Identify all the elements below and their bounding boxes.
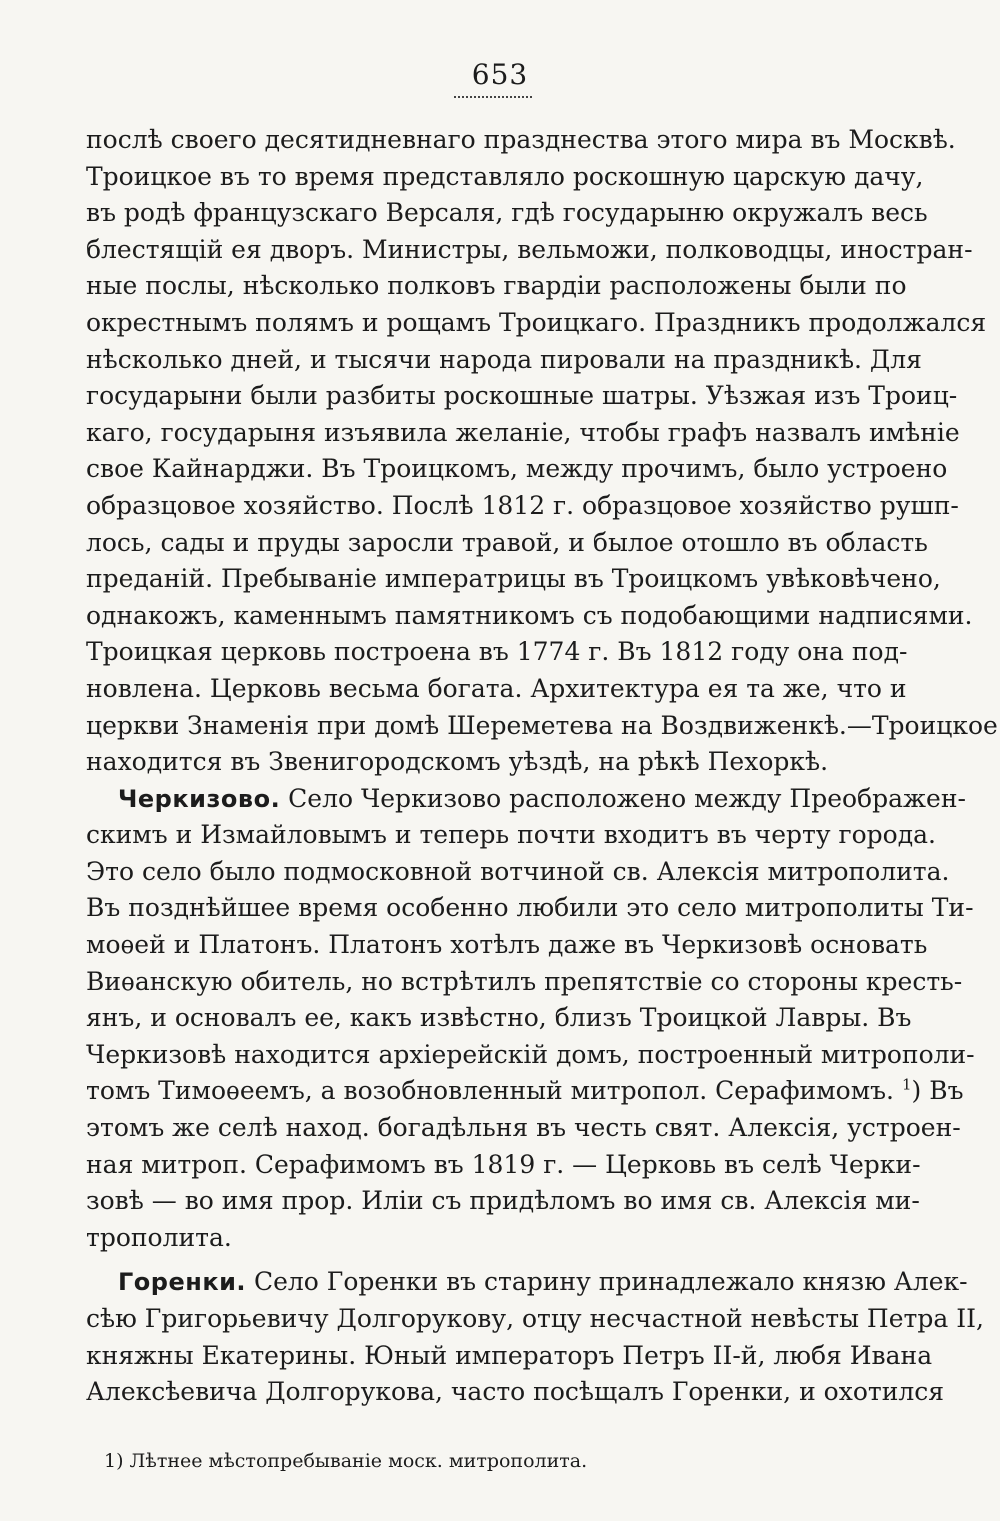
text-line: Троицкое въ то время представляло роскошную царскую дачу, [86,161,924,191]
text-line: этомъ же селѣ наход. богадѣльня въ честь свят. Алексія, устроен- [86,1113,961,1143]
text-line: преданій. Пребываніе императрицы въ Троицкомъ увѣковѣчено, [86,564,941,594]
page-number-rule [454,96,532,98]
text-line: образцовое хозяйство. Послѣ 1812 г. образцовое хозяйство рушп- [86,490,959,520]
text-line: янъ, и основалъ ее, какъ извѣстно, близъ Троицкой Лавры. Въ [86,1003,912,1033]
paragraph-cherkizovo [86,781,975,1257]
text-line: Троицкая церковь построена въ 1774 г. Въ 1812 году она под- [86,637,908,667]
text-line: церкви Знаменія при домѣ Шереметева на Воздвиженкѣ.—Троицкое [86,710,998,740]
text-line: моѳей и Платонъ. Платонъ хотѣлъ даже въ Черкизовѣ основать [86,930,928,960]
text-line: нѣсколько дней, и тысячи народа пировали на праздникѣ. Для [86,344,922,374]
text-line: послѣ своего десятидневнаго празднества этого мира въ Москвѣ. [86,125,956,154]
section-heading-cherkizovo: Черкизово. [118,784,281,813]
text-line: сѣю Григорьевичу Долгорукову, отцу несчастной невѣсты Петра II, [86,1304,984,1333]
text-span: Село Горенки въ старину принадлежало князю Алек- [254,1267,968,1297]
text-line [86,1073,964,1110]
text-line: ные послы, нѣсколько полковъ гвардіи расположены были по [86,271,907,301]
text-line [86,781,966,818]
section-heading-gorenki: Горенки. [118,1268,247,1297]
paragraph-troitskoe [86,122,998,781]
text-line: Черкизовѣ находится архіерейскій домъ, построенный митрополи- [86,1039,975,1069]
footnote-reference[interactable]: 1 [901,1076,912,1095]
paragraph-gap [86,1256,894,1264]
text-line [86,1264,968,1301]
text-line: новлена. Церковь весьма богата. Архитектура ея та же, что и [86,673,907,703]
text-line: ная митроп. Серафимомъ въ 1819 г. — Церковь въ селѣ Черки- [86,1149,921,1179]
text-line: скимъ и Измайловымъ и теперь почти входитъ въ черту города. [86,820,936,850]
text-line: окрестнымъ полямъ и рощамъ Троицкаго. Праздникъ продолжался [86,307,987,337]
text-line: находится въ Звенигородскомъ уѣздѣ, на рѣкѣ Пехоркѣ. [86,747,829,777]
text-line: свое Кайнарджи. Въ Троицкомъ, между прочимъ, было устроено [86,454,948,484]
text-line: Виѳанскую обитель, но встрѣтилъ препятствіе со стороны кресть- [86,966,963,996]
text-line: зовѣ — во имя прор. Иліи съ придѣломъ во имя св. Алексія ми- [86,1186,920,1216]
text-span: Въ [929,1076,964,1106]
footnote-separator [86,1411,894,1447]
text-span: Село Черкизово расположено между Преображен- [288,783,966,813]
footnote: 1) Лѣтнее мѣстопребываніе моск. митрополита. [104,1449,588,1472]
page-number: 653 [471,58,529,91]
text-line: государыни были разбиты роскошные шатры. Уѣзжая изъ Троиц- [86,381,958,411]
text-line: Алексѣевича Долгорукова, часто посѣщалъ Горенки, и охотился [86,1377,945,1407]
text-line: однакожъ, каменнымъ памятникомъ съ подобающими надписями. [86,600,973,630]
text-span: томъ Тимоѳеемъ, а возобновленный митропол. Серафимомъ. [86,1076,895,1106]
text-line: Это село было подмосковной вотчиной св. Алексія митрополита. [86,856,950,886]
footnote-ref-paren: ) [911,1076,922,1106]
text-line: въ родѣ французскаго Версаля, гдѣ государыню окружалъ весь [86,198,928,228]
text-line: Въ позднѣйшее время особенно любили это село митрополиты Ти- [86,893,974,923]
text-line: трополита. [86,1222,232,1252]
text-line: блестящій ея дворъ. Министры, вельможи, полководцы, иностран- [86,234,973,264]
text-line: лось, сады и пруды заросли травой, и былое отошло въ область [86,527,928,557]
paragraph-gorenki [86,1264,984,1410]
body-text [86,122,998,1475]
text-line: княжны Екатерины. Юный императоръ Петръ II-й, любя Ивана [86,1340,933,1370]
text-line: каго, государыня изъявила желаніе, чтобы графъ назвалъ имѣніе [86,417,960,447]
